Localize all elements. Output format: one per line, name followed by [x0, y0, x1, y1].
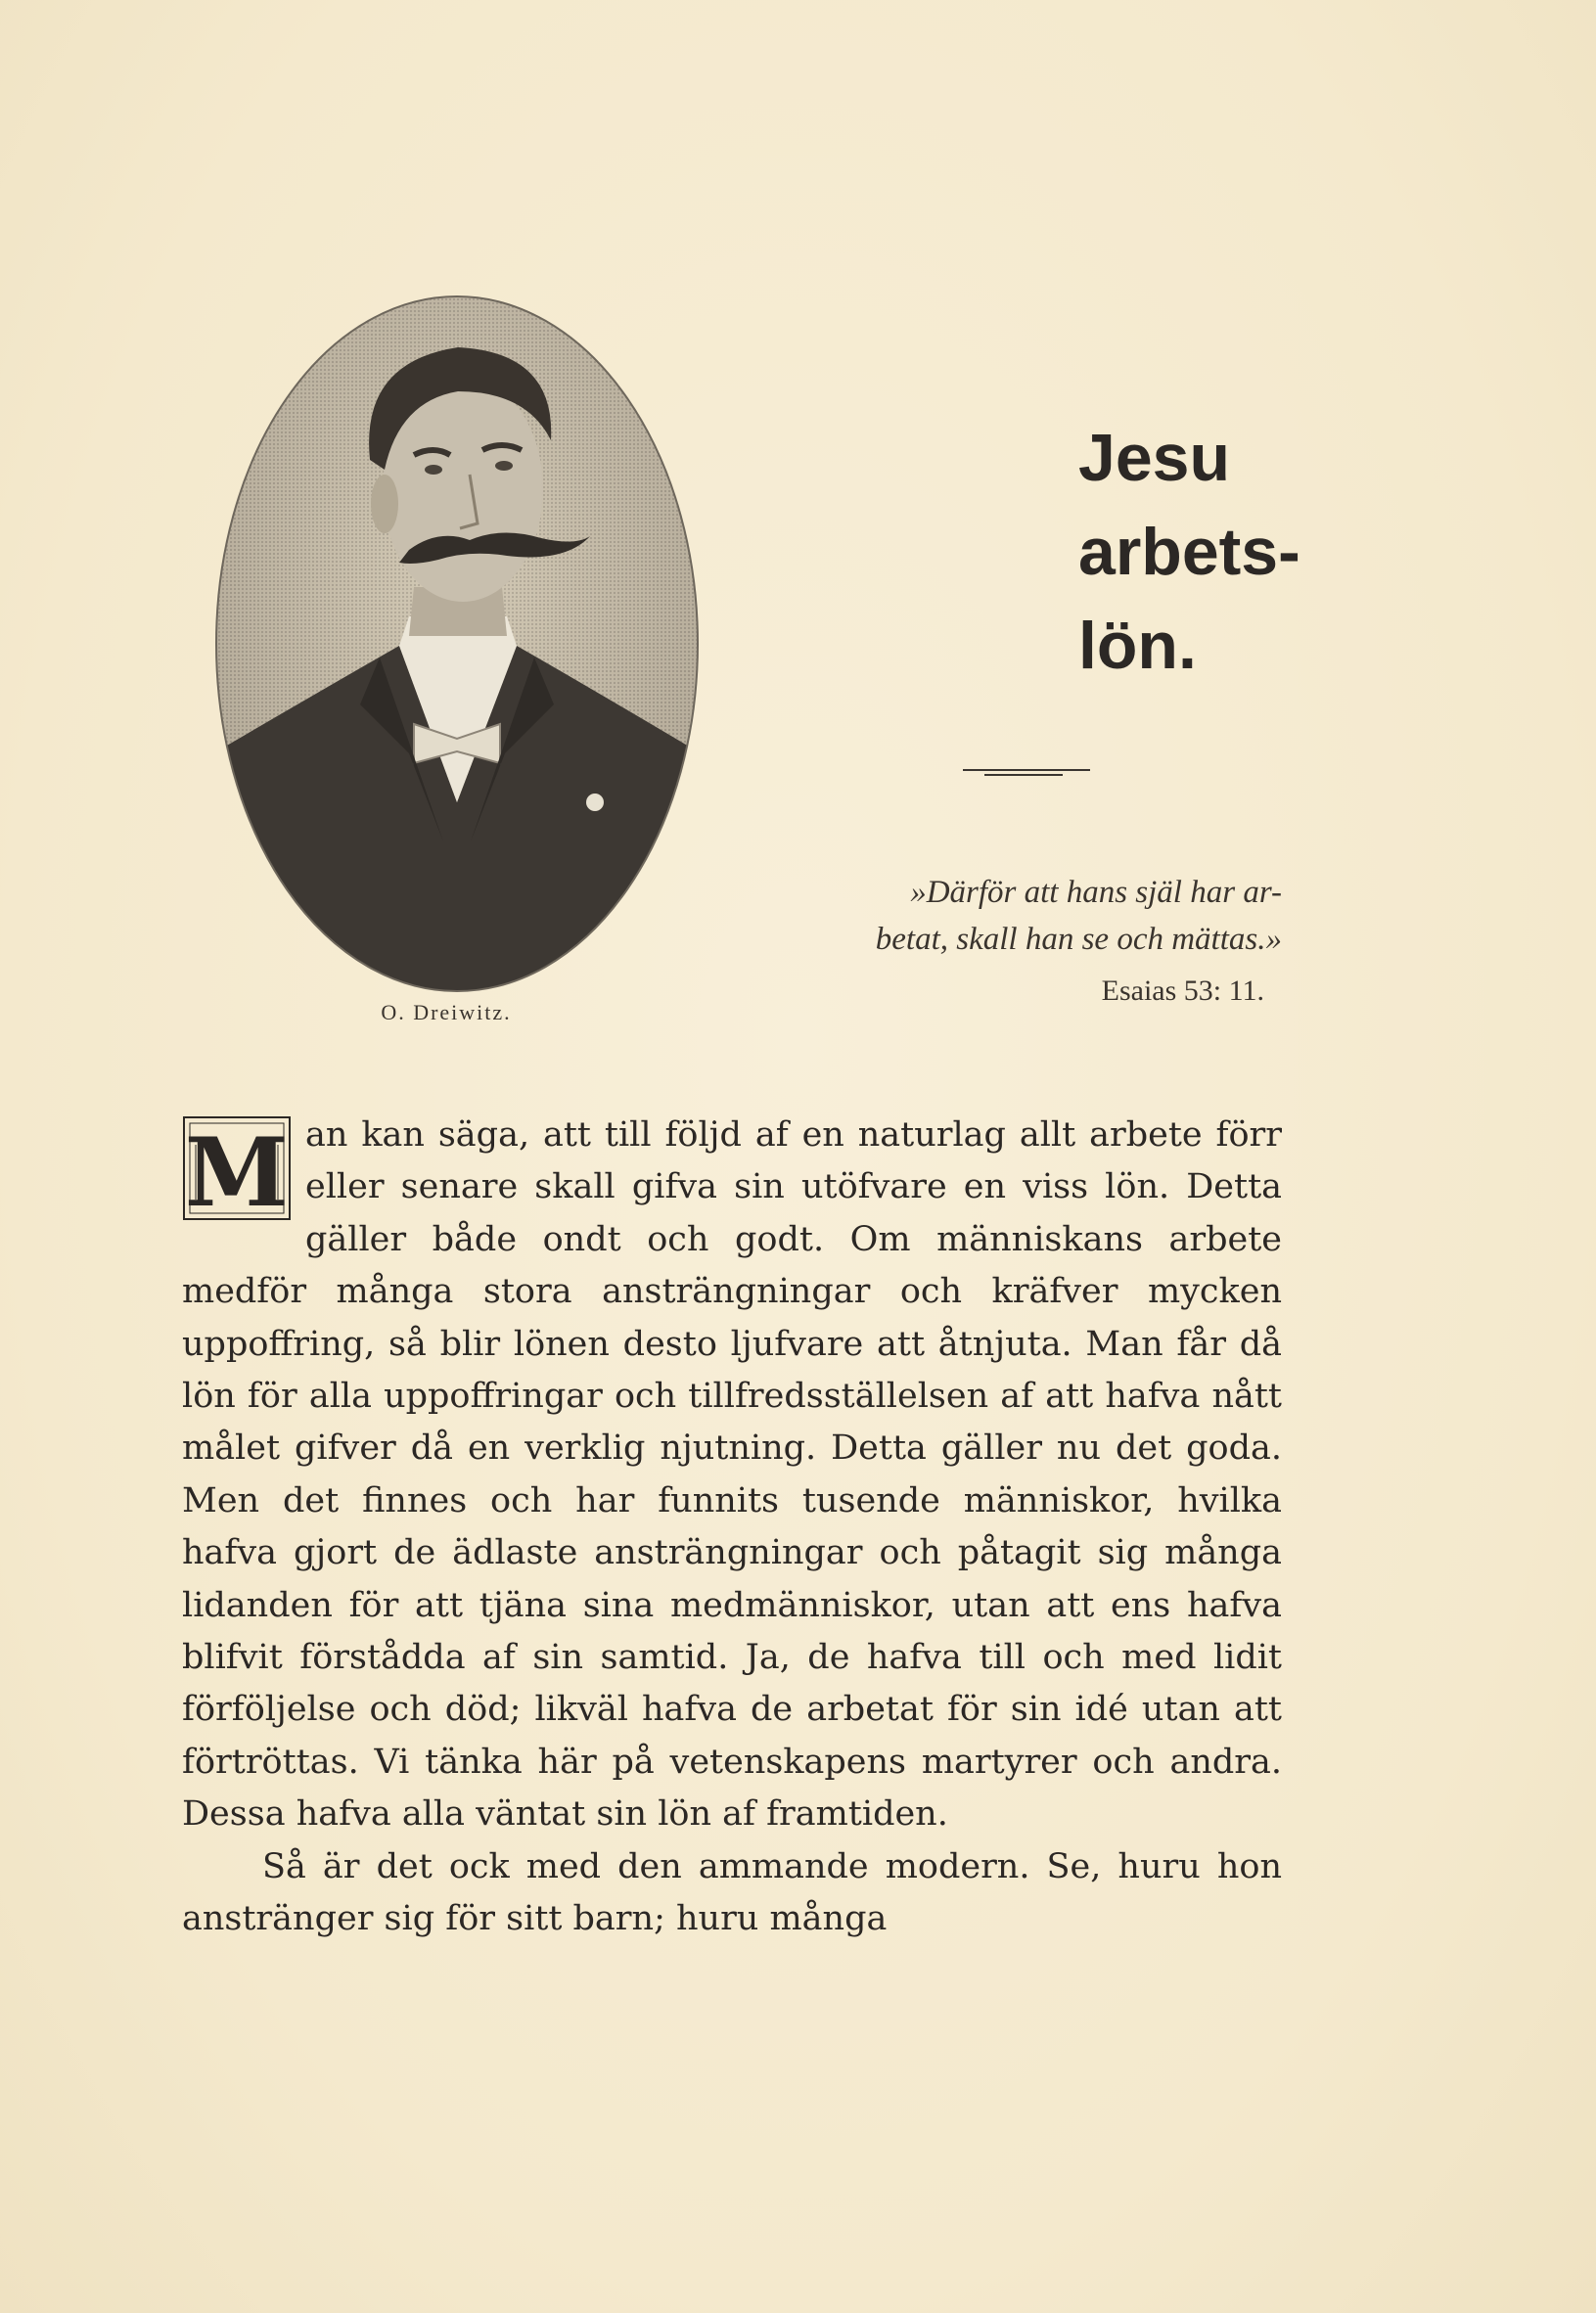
dropcap-letter: M [184, 1117, 290, 1221]
epigraph-reference: Esaias 53: 11. [1101, 975, 1264, 1007]
epigraph-line-2: betat, skall han se och mättas.» [875, 922, 1282, 957]
portrait-photo [213, 294, 701, 994]
title-rule [963, 769, 1090, 777]
dropcap-m [182, 1115, 292, 1221]
paragraph-1-text: an kan säga, att till följd af en naturlag allt arbete förr eller senare skall gifva sin utöfvare en viss lön. Detta gäller både ondt och godt. Om människans arbete medför många stora ansträngningar och kräfver mycken uppoffring, så blir lönen desto ljufvare att åtnjuta. Man får då lön för alla uppoffringar och tillfredsställelsen af att hafva nått målet gifver då en verklig njutning. Detta gäller nu det goda. Men det finnes och har funnits tusende människor, hvilka hafva gjort de ädlaste ansträngningar och påtagit sig många lidanden för att tjäna sina medmänniskor, utan att ens hafva blifvit förstådda af sin samtid. Ja, de hafva till och med lidit förföljelse och död; likväl hafva de arbetat för sin idé utan att förtröttas. Vi tänka här på vetenskapens martyrer och andra. Dessa hafva alla väntat sin lön af framtiden. [182, 1115, 1282, 1835]
epigraph-line-1: »Därför att hans själ har ar- [910, 875, 1282, 910]
title-line-2: arbets- [1078, 515, 1300, 589]
title-line-3: lön. [1078, 609, 1197, 683]
portrait-caption: O. Dreiwitz. [381, 1000, 512, 1024]
title-line-1: Jesu [1078, 421, 1230, 495]
paragraph-2: Så är det ock med den ammande modern. Se, huru hon anstränger sig för sitt barn; huru många [182, 1846, 1282, 1939]
epigraph [822, 869, 1282, 963]
paragraph-1 [182, 1110, 1282, 1841]
body-text [182, 1110, 1282, 1946]
chapter-title [1078, 411, 1372, 693]
